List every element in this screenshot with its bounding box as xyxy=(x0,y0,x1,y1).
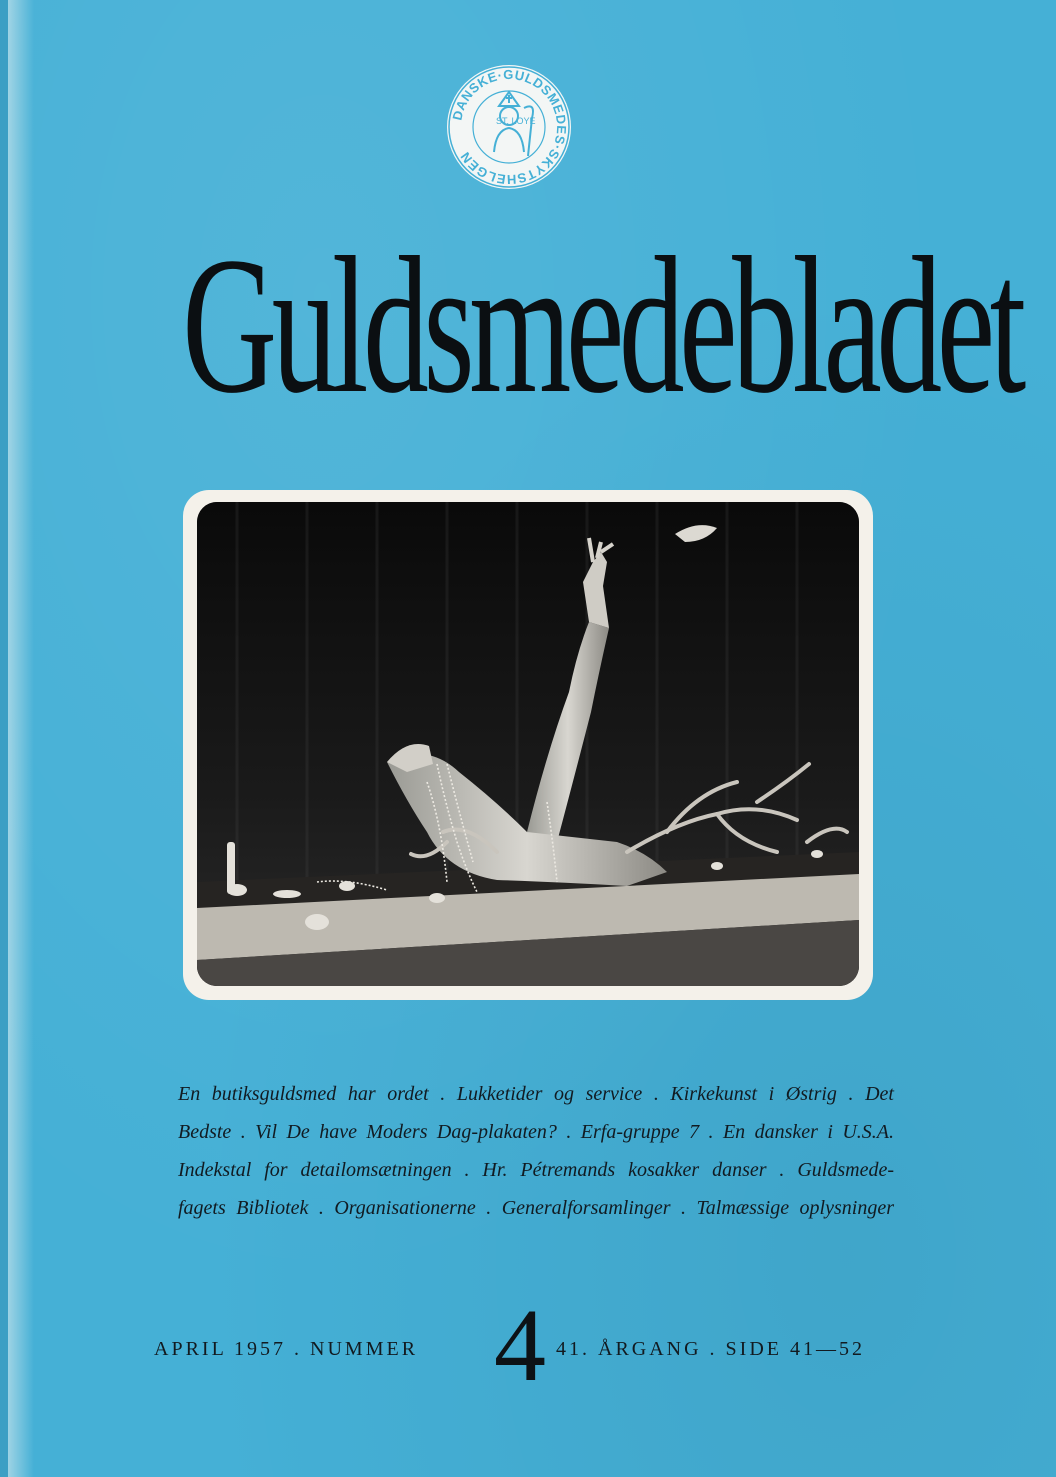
cover-photo-frame xyxy=(183,490,873,1000)
volume-pages: 41. ÅRGANG . SIDE 41—52 xyxy=(556,1338,865,1360)
table-of-contents xyxy=(178,1075,894,1227)
contents-line: fagets Bibliotek . Organisationerne . Generalforsamlinger . Talmæssige oplysninger xyxy=(178,1197,894,1219)
contents-line: Indekstal for detailomsætningen . Hr. Pétremands kosakker danser . Guldsmede- xyxy=(178,1159,894,1181)
seal-center-text: ST. LOYE xyxy=(496,116,536,126)
contents-line: Bedste . Vil De have Moders Dag-plakaten? . Erfa-gruppe 7 . En dansker i U.S.A. xyxy=(178,1121,894,1143)
guild-seal-logo xyxy=(444,62,574,192)
contents-line: En butiksguldsmed har ordet . Lukketider og service . Kirkekunst i Østrig . Det xyxy=(178,1083,894,1105)
issue-number: 4 xyxy=(494,1288,546,1403)
issue-date: APRIL 1957 . NUMMER xyxy=(154,1338,419,1360)
cover-photo-jewelry-display xyxy=(197,502,859,986)
magazine-title: Guldsmedebladet xyxy=(182,217,1021,434)
seal-ring-text: DANSKE·GULDSMEDES·SKYTSHELGEN xyxy=(449,66,570,188)
worn-edge xyxy=(8,0,34,1477)
